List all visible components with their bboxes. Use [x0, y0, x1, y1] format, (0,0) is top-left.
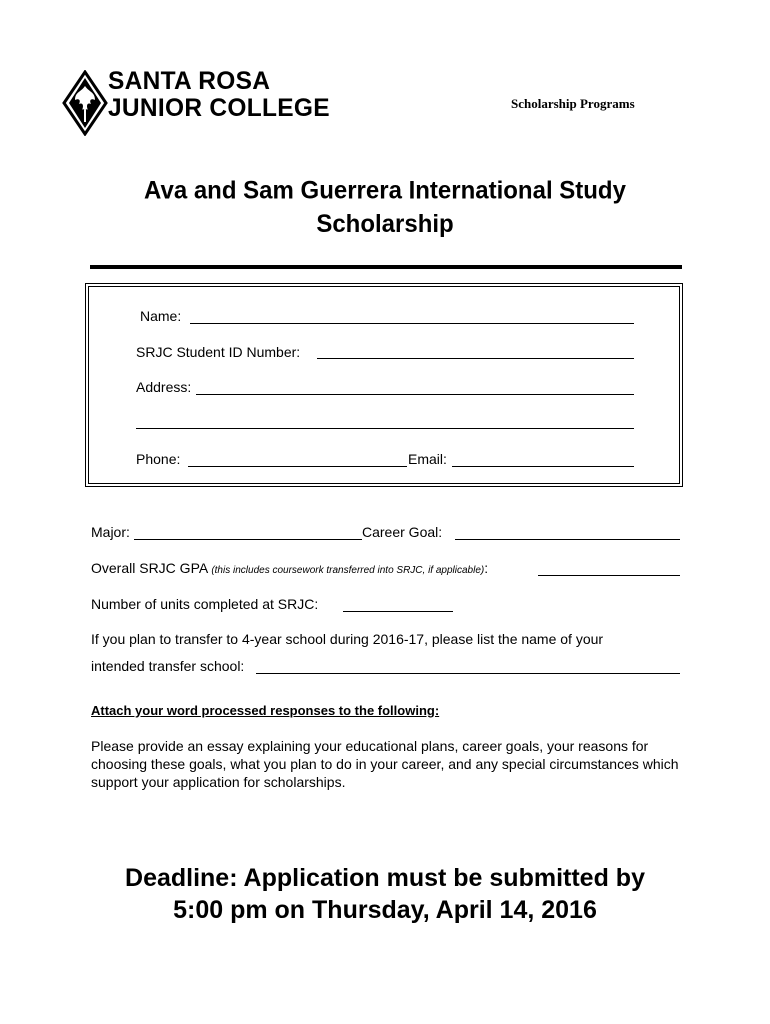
gpa-note: (this includes coursework transferred into SRJC, if applicable) [211, 565, 485, 576]
address-field-line1[interactable] [196, 394, 634, 395]
college-name [108, 68, 330, 122]
transfer-school-label: intended transfer school: [91, 658, 245, 674]
email-label: Email: [408, 451, 447, 467]
units-field[interactable] [343, 611, 453, 612]
program-label: Scholarship Programs [511, 96, 635, 111]
transfer-question: If you plan to transfer to 4-year school during 2016-17, please list the name of your [91, 631, 604, 647]
career-goal-label: Career Goal: [362, 524, 443, 540]
transfer-school-field[interactable] [256, 673, 680, 674]
phone-field[interactable] [188, 466, 407, 467]
college-logo [62, 70, 108, 136]
college-name-line1: SANTA ROSA [108, 67, 271, 95]
address-field-line2[interactable] [136, 428, 634, 429]
deadline-line2: 5:00 pm on Thursday, April 14, 2016 [173, 896, 597, 924]
name-field[interactable] [190, 323, 634, 324]
deadline-line1: Deadline: Application must be submitted by [125, 864, 645, 892]
gpa-label-text: Overall SRJC GPA [91, 560, 208, 576]
major-label: Major: [91, 524, 130, 540]
address-label: Address: [136, 379, 192, 395]
college-name-line2: JUNIOR COLLEGE [108, 94, 330, 122]
essay-prompt: Please provide an essay explaining your educational plans, career goals, your reasons for choosing these goals, what you plan to do in your career, and any special circumstances which support your application for scholarships. [91, 738, 679, 790]
title-divider [90, 265, 682, 269]
gpa-label [91, 560, 488, 576]
email-field[interactable] [452, 466, 634, 467]
phone-label: Phone: [136, 451, 181, 467]
page-title [60, 174, 710, 241]
units-label: Number of units completed at SRJC: [91, 596, 319, 612]
career-goal-field[interactable] [455, 539, 680, 540]
title-line1: Ava and Sam Guerrera International Study [144, 176, 626, 205]
title-line2: Scholarship [316, 210, 454, 239]
gpa-colon: : [484, 560, 489, 576]
deadline-notice [60, 862, 710, 926]
student-id-label: SRJC Student ID Number: [136, 344, 301, 360]
major-field[interactable] [134, 539, 362, 540]
student-id-field[interactable] [317, 358, 634, 359]
name-label: Name: [140, 308, 182, 324]
instructions-heading: Attach your word processed responses to the following: [91, 703, 440, 718]
gpa-field[interactable] [538, 575, 680, 576]
